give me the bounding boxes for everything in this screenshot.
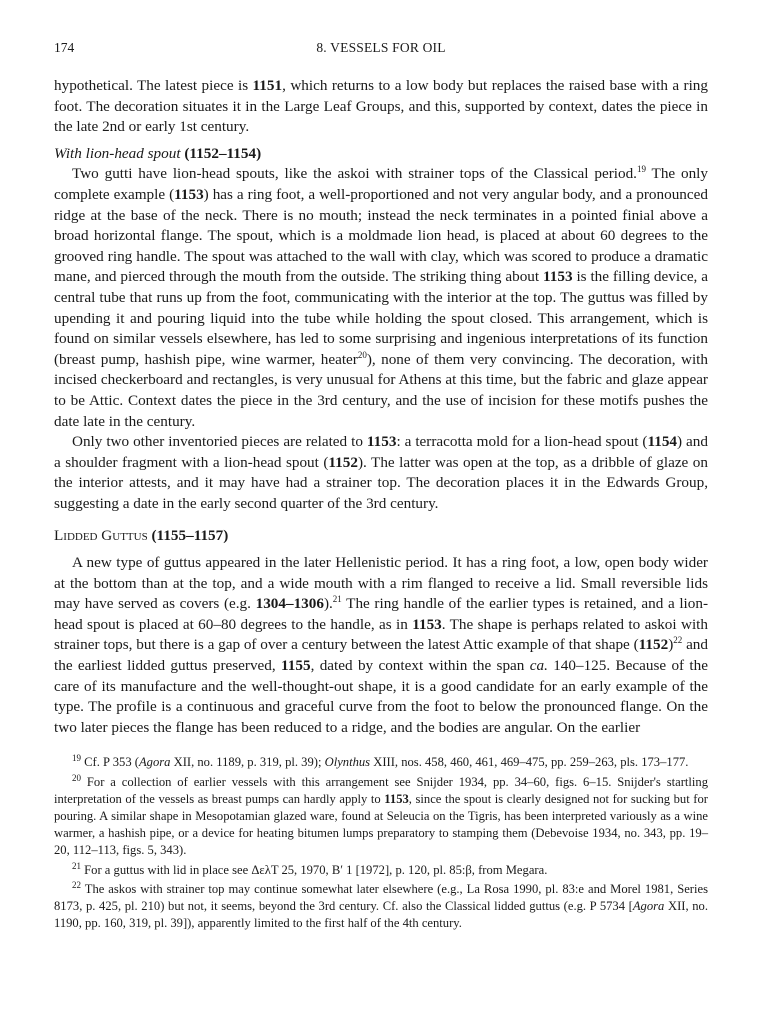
footnote-22: $^{22}$ The askos with strainer top may continue somewhat later elsewhere (e.g., La Rosa 1990, pl. 83:e and Morel 1981, Series 8173, p. 425, pl. 210) but not, it seems, beyond the 3rd century. Cf. also the Classical lidded guttus (e.g. P 5734 [Agora XII, no. 1190, pp. 160, 319, pl. 39]), apparently limited to the first half of the 4th century.: [54, 879, 708, 931]
body-text: [54, 76, 708, 738]
paragraph: Only two other inventoried pieces are related to 1153: a terracotta mold for a lion-head spout (1154) and a shoulder fragment with a lion-head spout (1152). The latter was open at the top, as a dribble of glaze on the interior attests, and it may have had a strainer top. The decoration places it in the Edwards Group, suggesting a date in the early second quarter of the 3rd century.: [54, 433, 708, 512]
footnote-ref[interactable]: 20: [357, 349, 367, 360]
footnote-ref[interactable]: 21: [332, 594, 342, 605]
page: [54, 40, 708, 934]
footnote-19: $^{19}$ Cf. P 353 (Agora XII, no. 1189, p. 319, pl. 39); Olynthus XIII, nos. 458, 460, 461, 469–475, pp. 259–263, pls. 173–177.: [72, 753, 689, 770]
paragraph: hypothetical. The latest piece is 1151, which returns to a low body but replaces the raised base with a ring foot. The decoration situates it in the Large Leaf Groups, and this, supported by context, dates the piece in the late 2nd or early 1st century.: [54, 77, 708, 136]
page-number: 174: [54, 40, 75, 55]
footnote-21: $^{21}$ For a guttus with lid in place see ΔελΤ 25, 1970, Β′ 1 [1972], p. 120, pl. 85:β, from Megara.: [72, 860, 548, 877]
section-heading: Lidded Guttus (1155–1157): [54, 527, 229, 545]
footnote-ref[interactable]: 19: [636, 164, 646, 175]
running-head: 8. VESSELS FOR OIL: [316, 40, 446, 55]
paragraph: A new type of guttus appeared in the later Hellenistic period. It has a ring foot, a low, open body wider at the bottom than at the top, and a wide mouth with a rim flanged to receive a lid. Small reversible lids may have served as covers (e.g. 1304–1306).$^{21}$ The ring handle of the earlier types is retained, and a lion-head spout is placed at 60–80 degrees to the handle, as in 1153. The shape is perhaps related to askoi with strainer tops, but there is a gap of over a century between the latest Attic example of that shape $(1152)^{22}$ and the earliest lidded guttus preserved, 1155, dated by context within the span ca. 140–125. Because of the care of its manufacture and the well-thought-out shape, it is a good candidate for an early example of the type. The profile is a continuous and graceful curve from the foot to below the pronounced flange. On the two later pieces the flange has been reduced to a ridge, and the bodies are angular. On the earlier: [54, 554, 709, 736]
footnotes: [54, 754, 708, 932]
page-header: [54, 40, 708, 62]
paragraph: Two gutti have lion-head spouts, like the askoi with strainer tops of the Classical period.$^{19}$ The only complete example (1153) has a ring foot, a well-proportioned and not very angular body, and a pronounced ridge at the base of the neck. There is no mouth; instead the neck terminates in a pointed finial above a broad horizontal flange. The spout, which is a moldmade lion head, is placed at about 60 degrees to the grooved ring handle. The spout was attached to the wall with clay, which was scored to produce a dramatic mane, and pierced through the mouth from the outside. The striking thing about 1153 is the filling device, a central tube that runs up from the foot, communicating with the interior at the top. The guttus was filled by upending it and pouring liquid into the tube while holding the spout closed. This arrangement, which is found on similar vessels elsewhere, has led to some surprising and ingenious interpretations of its function (breast pump, hashish pipe, wine warmer, heater$^{20}$), none of them very convincing. The decoration, with incised checkerboard and rectangles, is very unusual for Athens at this time, but the fabric and glaze appear to be Attic. Context dates the piece in the 3rd century, and the use of incision for these motifs pushes the date late in the century.: [54, 164, 708, 430]
footnote-ref[interactable]: 22: [673, 635, 683, 646]
footnote-20: $^{20}$ For a collection of earlier vessels with this arrangement see Snijder 1934, pp. 34–60, figs. 6–15. Snijder's startling interpretation of the vessels as breast pumps can hardly apply to 1153, since the spout is clearly designed not for sucking but for pouring. A similar shape in Mesopotamian glazed ware, found at Seleucia on the Tigris, has been interpreted variously as a wine warmer, a hashish pipe, or a device for heating bitumen lumps preparatory to stamping them (Debevoise 1934, no. 343, pp. 19–20, 112–113, figs. 5, 343).: [54, 772, 708, 858]
subsection-heading: With lion-head spout (1152–1154): [54, 144, 262, 162]
